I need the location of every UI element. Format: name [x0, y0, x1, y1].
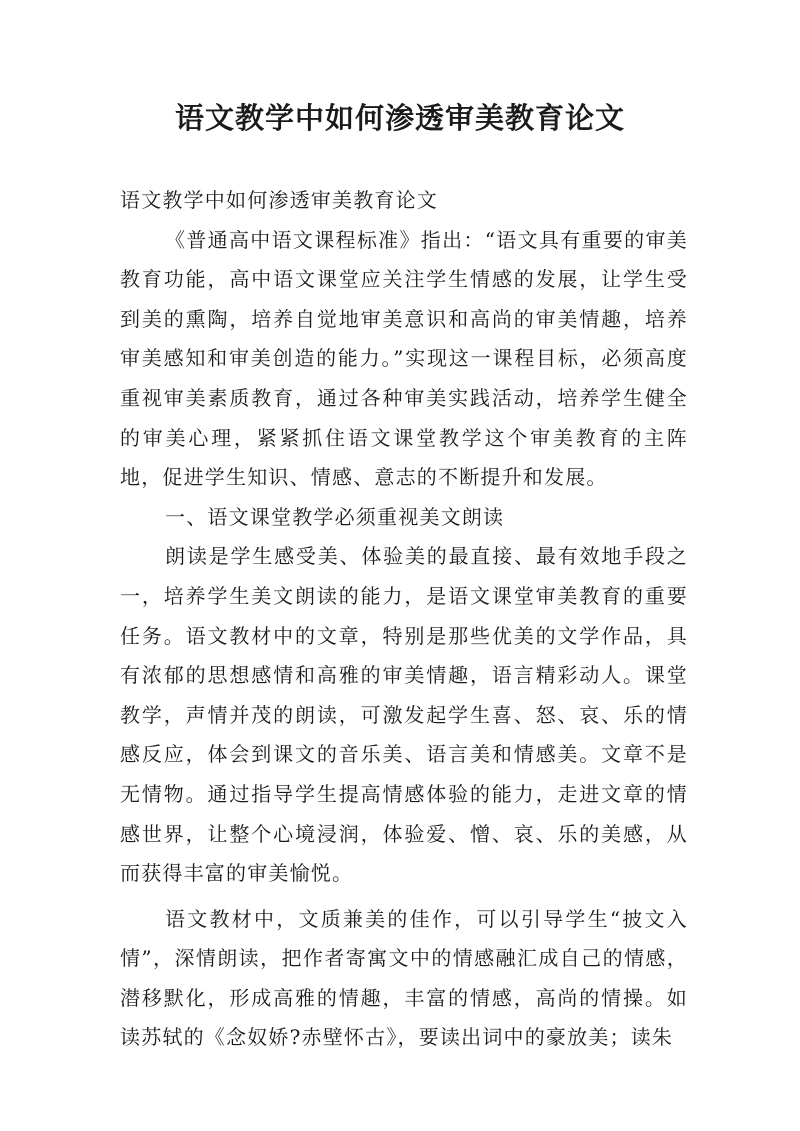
- body-paragraph: 语文教材中，文质兼美的佳作，可以引导学生“披文入情”，深情朗读，把作者寄寓文中的情感融汇成自己的情感，潜移默化，形成高雅的情趣，丰富的情感，高尚的情操。如读苏轼的《念奴娇?赤壁怀古》，要读出词中的豪放美；读朱: [120, 906, 688, 1050]
- document-title: 语文教学中如何渗透审美教育论文: [174, 101, 625, 135]
- body-paragraph: 《普通高中语文课程标准》指出：“语文具有重要的审美教育功能，高中语文课堂应关注学生情感的发展，让学生受到美的熏陶，培养自觉地审美意识和高尚的审美情趣，培养审美感知和审美创造的能力。”实现这一课程目标，必须高度重视审美素质教育，通过各种审美实践活动，培养学生健全的审美心理，紧紧抓住语文课堂教学这个审美教育的主阵地，促进学生知识、情感、意志的不断提升和发展。: [120, 227, 688, 490]
- subtitle-paragraph: 语文教学中如何渗透审美教育论文: [120, 188, 438, 212]
- document-body: [120, 181, 688, 1058]
- section-heading: 一、语文课堂教学必须重视美文朗读: [165, 504, 505, 529]
- body-paragraph: 朗读是学生感受美、体验美的最直接、最有效地手段之一，培养学生美文朗读的能力，是语文课堂审美教育的重要任务。语文教材中的文章，特别是那些优美的文学作品，具有浓郁的思想感情和高雅的审美情趣，语言精彩动人。课堂教学，声情并茂的朗读，可激发起学生喜、怒、哀、乐的情感反应，体会到课文的音乐美、语言美和情感美。文章不是无情物。通过指导学生提高情感体验的能力，走进文章的情感世界，让整个心境浸润，体验爱、憎、哀、乐的美感，从而获得丰富的审美愉悦。: [120, 544, 688, 886]
